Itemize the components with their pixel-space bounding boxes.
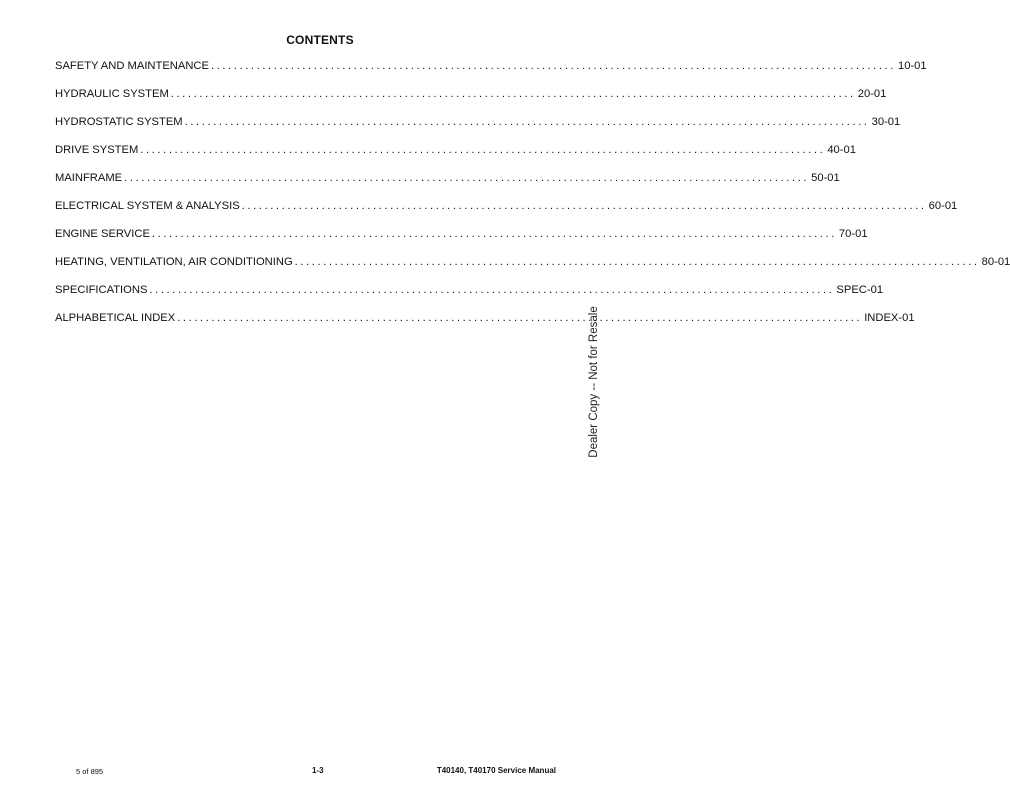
- toc-entry[interactable]: [55, 144, 856, 172]
- toc-entry[interactable]: [55, 284, 884, 312]
- toc-entry[interactable]: [55, 172, 840, 200]
- toc-entry-page: 80-01: [981, 256, 1010, 268]
- toc-entry-page: 70-01: [838, 228, 868, 240]
- toc-entry-page: 50-01: [811, 172, 840, 184]
- toc-entry-label: ELECTRICAL SYSTEM & ANALYSIS: [55, 200, 240, 212]
- toc-leader-dots: ........................................................................................................................: [241, 200, 927, 212]
- manual-title: T40140, T40170 Service Manual: [436, 766, 556, 775]
- toc-entry-label: ALPHABETICAL INDEX: [55, 312, 176, 324]
- page-title: CONTENTS: [286, 33, 354, 47]
- toc-entry-page: 40-01: [827, 144, 856, 156]
- toc-entry[interactable]: [55, 200, 958, 228]
- toc-entry-label: HYDRAULIC SYSTEM: [55, 88, 169, 100]
- toc-leader-dots: ........................................................................................................................: [140, 144, 826, 156]
- toc-entry-page: 20-01: [857, 88, 887, 100]
- toc-entry-page: 60-01: [928, 200, 958, 212]
- toc-entry-label: DRIVE SYSTEM: [55, 144, 139, 156]
- toc-leader-dots: ........................................................................................................................: [151, 228, 837, 240]
- watermark-text: Dealer Copy -- Not for Resale: [588, 306, 600, 458]
- toc-leader-dots: ........................................................................................................................: [210, 60, 896, 72]
- page-counter: 5 of 895: [76, 767, 104, 776]
- page-number: 1-3: [312, 766, 324, 775]
- toc-entry-label: HYDROSTATIC SYSTEM: [55, 116, 183, 128]
- toc-entry-label: ENGINE SERVICE: [55, 228, 150, 240]
- toc-entry-label: MAINFRAME: [55, 172, 123, 184]
- toc-leader-dots: ........................................................................................................................: [170, 88, 856, 100]
- toc-entry-page: 10-01: [897, 60, 927, 72]
- toc-leader-dots: ........................................................................................................................: [124, 172, 810, 184]
- toc-entry[interactable]: [55, 228, 868, 256]
- toc-entry[interactable]: [55, 312, 915, 340]
- toc-entry-page: INDEX-01: [864, 312, 915, 324]
- toc-entry[interactable]: [55, 88, 887, 116]
- toc-entry-label: SAFETY AND MAINTENANCE: [55, 60, 209, 72]
- toc-leader-dots: ........................................................................................................................: [294, 256, 980, 268]
- table-of-contents: [55, 60, 1010, 340]
- toc-entry-label: HEATING, VENTILATION, AIR CONDITIONING: [55, 256, 293, 268]
- toc-entry-page: 30-01: [871, 116, 901, 128]
- toc-leader-dots: ........................................................................................................................: [149, 284, 835, 296]
- toc-leader-dots: ........................................................................................................................: [177, 312, 863, 324]
- toc-entry[interactable]: [55, 256, 1010, 284]
- toc-leader-dots: ........................................................................................................................: [184, 116, 870, 128]
- toc-entry[interactable]: [55, 60, 927, 88]
- toc-entry-label: SPECIFICATIONS: [55, 284, 148, 296]
- toc-entry[interactable]: [55, 116, 901, 144]
- toc-entry-page: SPEC-01: [836, 284, 884, 296]
